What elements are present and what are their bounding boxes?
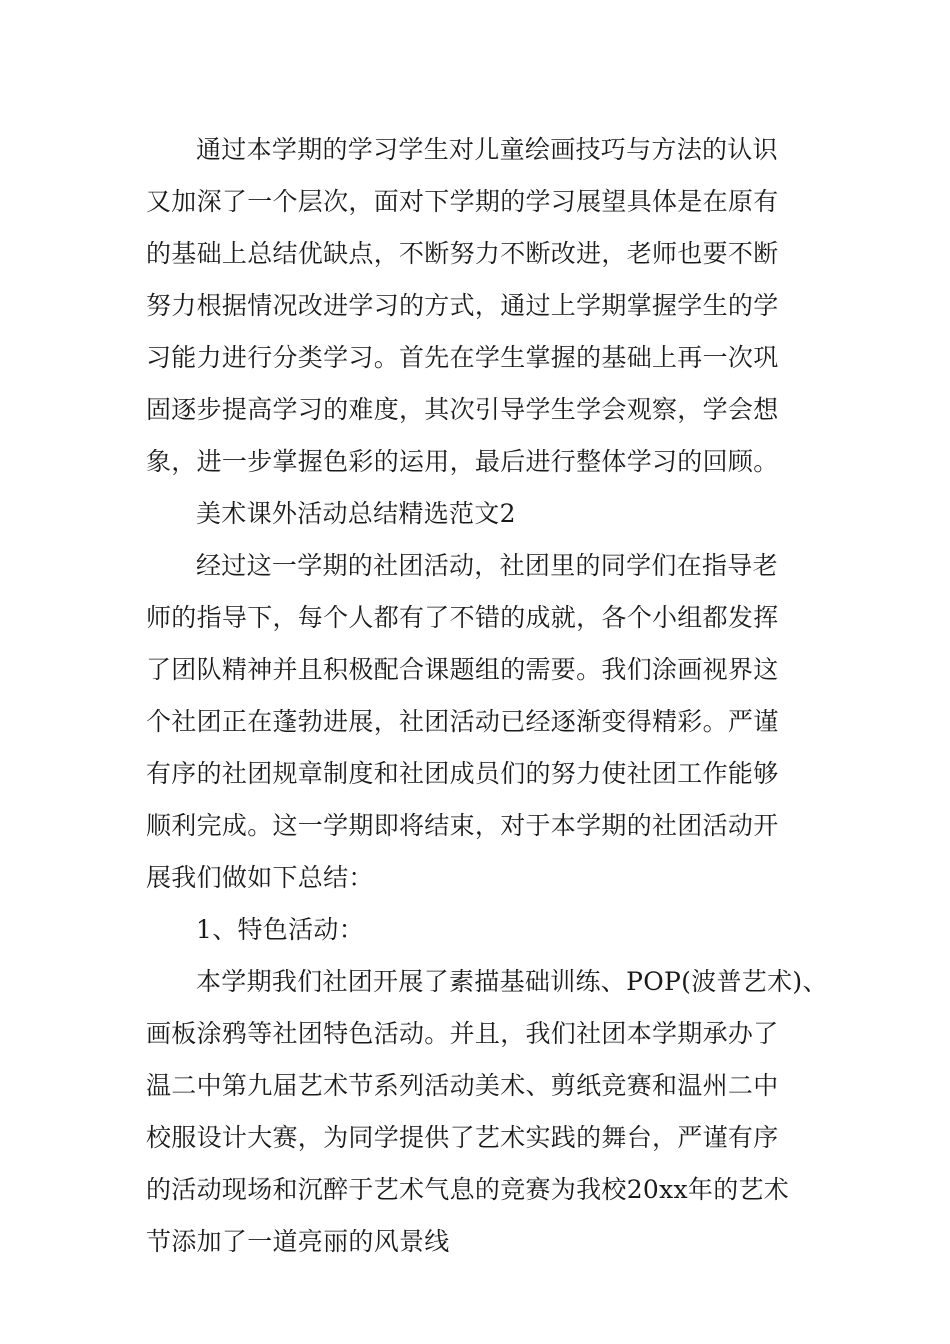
paragraph-line: 通过本学期的学习学生对儿童绘画技巧与方法的认识 [196,135,778,164]
paragraph-line: 努力根据情况改进学习的方式，通过上学期掌握学生的学 [146,291,779,320]
paragraph-line: 节添加了一道亮丽的风景线 [146,1227,450,1256]
paragraph-line: 固逐步提高学习的难度，其次引导学生学会观察，学会想 [146,395,779,424]
paragraph-line: 校服设计大赛，为同学提供了艺术实践的舞台，严谨有序 [146,1123,779,1152]
paragraph-line: 温二中第九届艺术节系列活动美术、剪纸竞赛和温州二中 [146,1071,779,1100]
paragraph-line: 习能力进行分类学习。首先在学生掌握的基础上再一次巩 [146,343,779,372]
paragraph-line: 象，进一步掌握色彩的运用，最后进行整体学习的回顾。 [146,447,779,476]
document-body [146,124,826,1268]
section-title: 1、特色活动： [196,915,365,944]
paragraph-line: 顺利完成。这一学期即将结束，对于本学期的社团活动开 [146,811,779,840]
paragraph-line: 的基础上总结优缺点，不断努力不断改进，老师也要不断 [146,239,779,268]
paragraph-line: 本学期我们社团开展了素描基础训练、POP(波普艺术)、 [196,967,828,996]
paragraph-line: 展我们做如下总结： [146,863,374,892]
paragraph-line: 经过这一学期的社团活动，社团里的同学们在指导老 [196,551,778,580]
paragraph-line: 的活动现场和沉醉于艺术气息的竞赛为我校20xx年的艺术 [146,1175,790,1204]
paragraph-line: 又加深了一个层次，面对下学期的学习展望具体是在原有 [146,187,779,216]
paragraph-line: 师的指导下，每个人都有了不错的成就，各个小组都发挥 [146,603,779,632]
paragraph-line: 了团队精神并且积极配合课题组的需要。我们涂画视界这 [146,655,779,684]
section-heading: 美术课外活动总结精选范文2 [196,499,516,528]
paragraph-line: 个社团正在蓬勃进展，社团活动已经逐渐变得精彩。严谨 [146,707,779,736]
paragraph-line: 有序的社团规章制度和社团成员们的努力使社团工作能够 [146,759,779,788]
paragraph-line: 画板涂鸦等社团特色活动。并且，我们社团本学期承办了 [146,1019,779,1048]
